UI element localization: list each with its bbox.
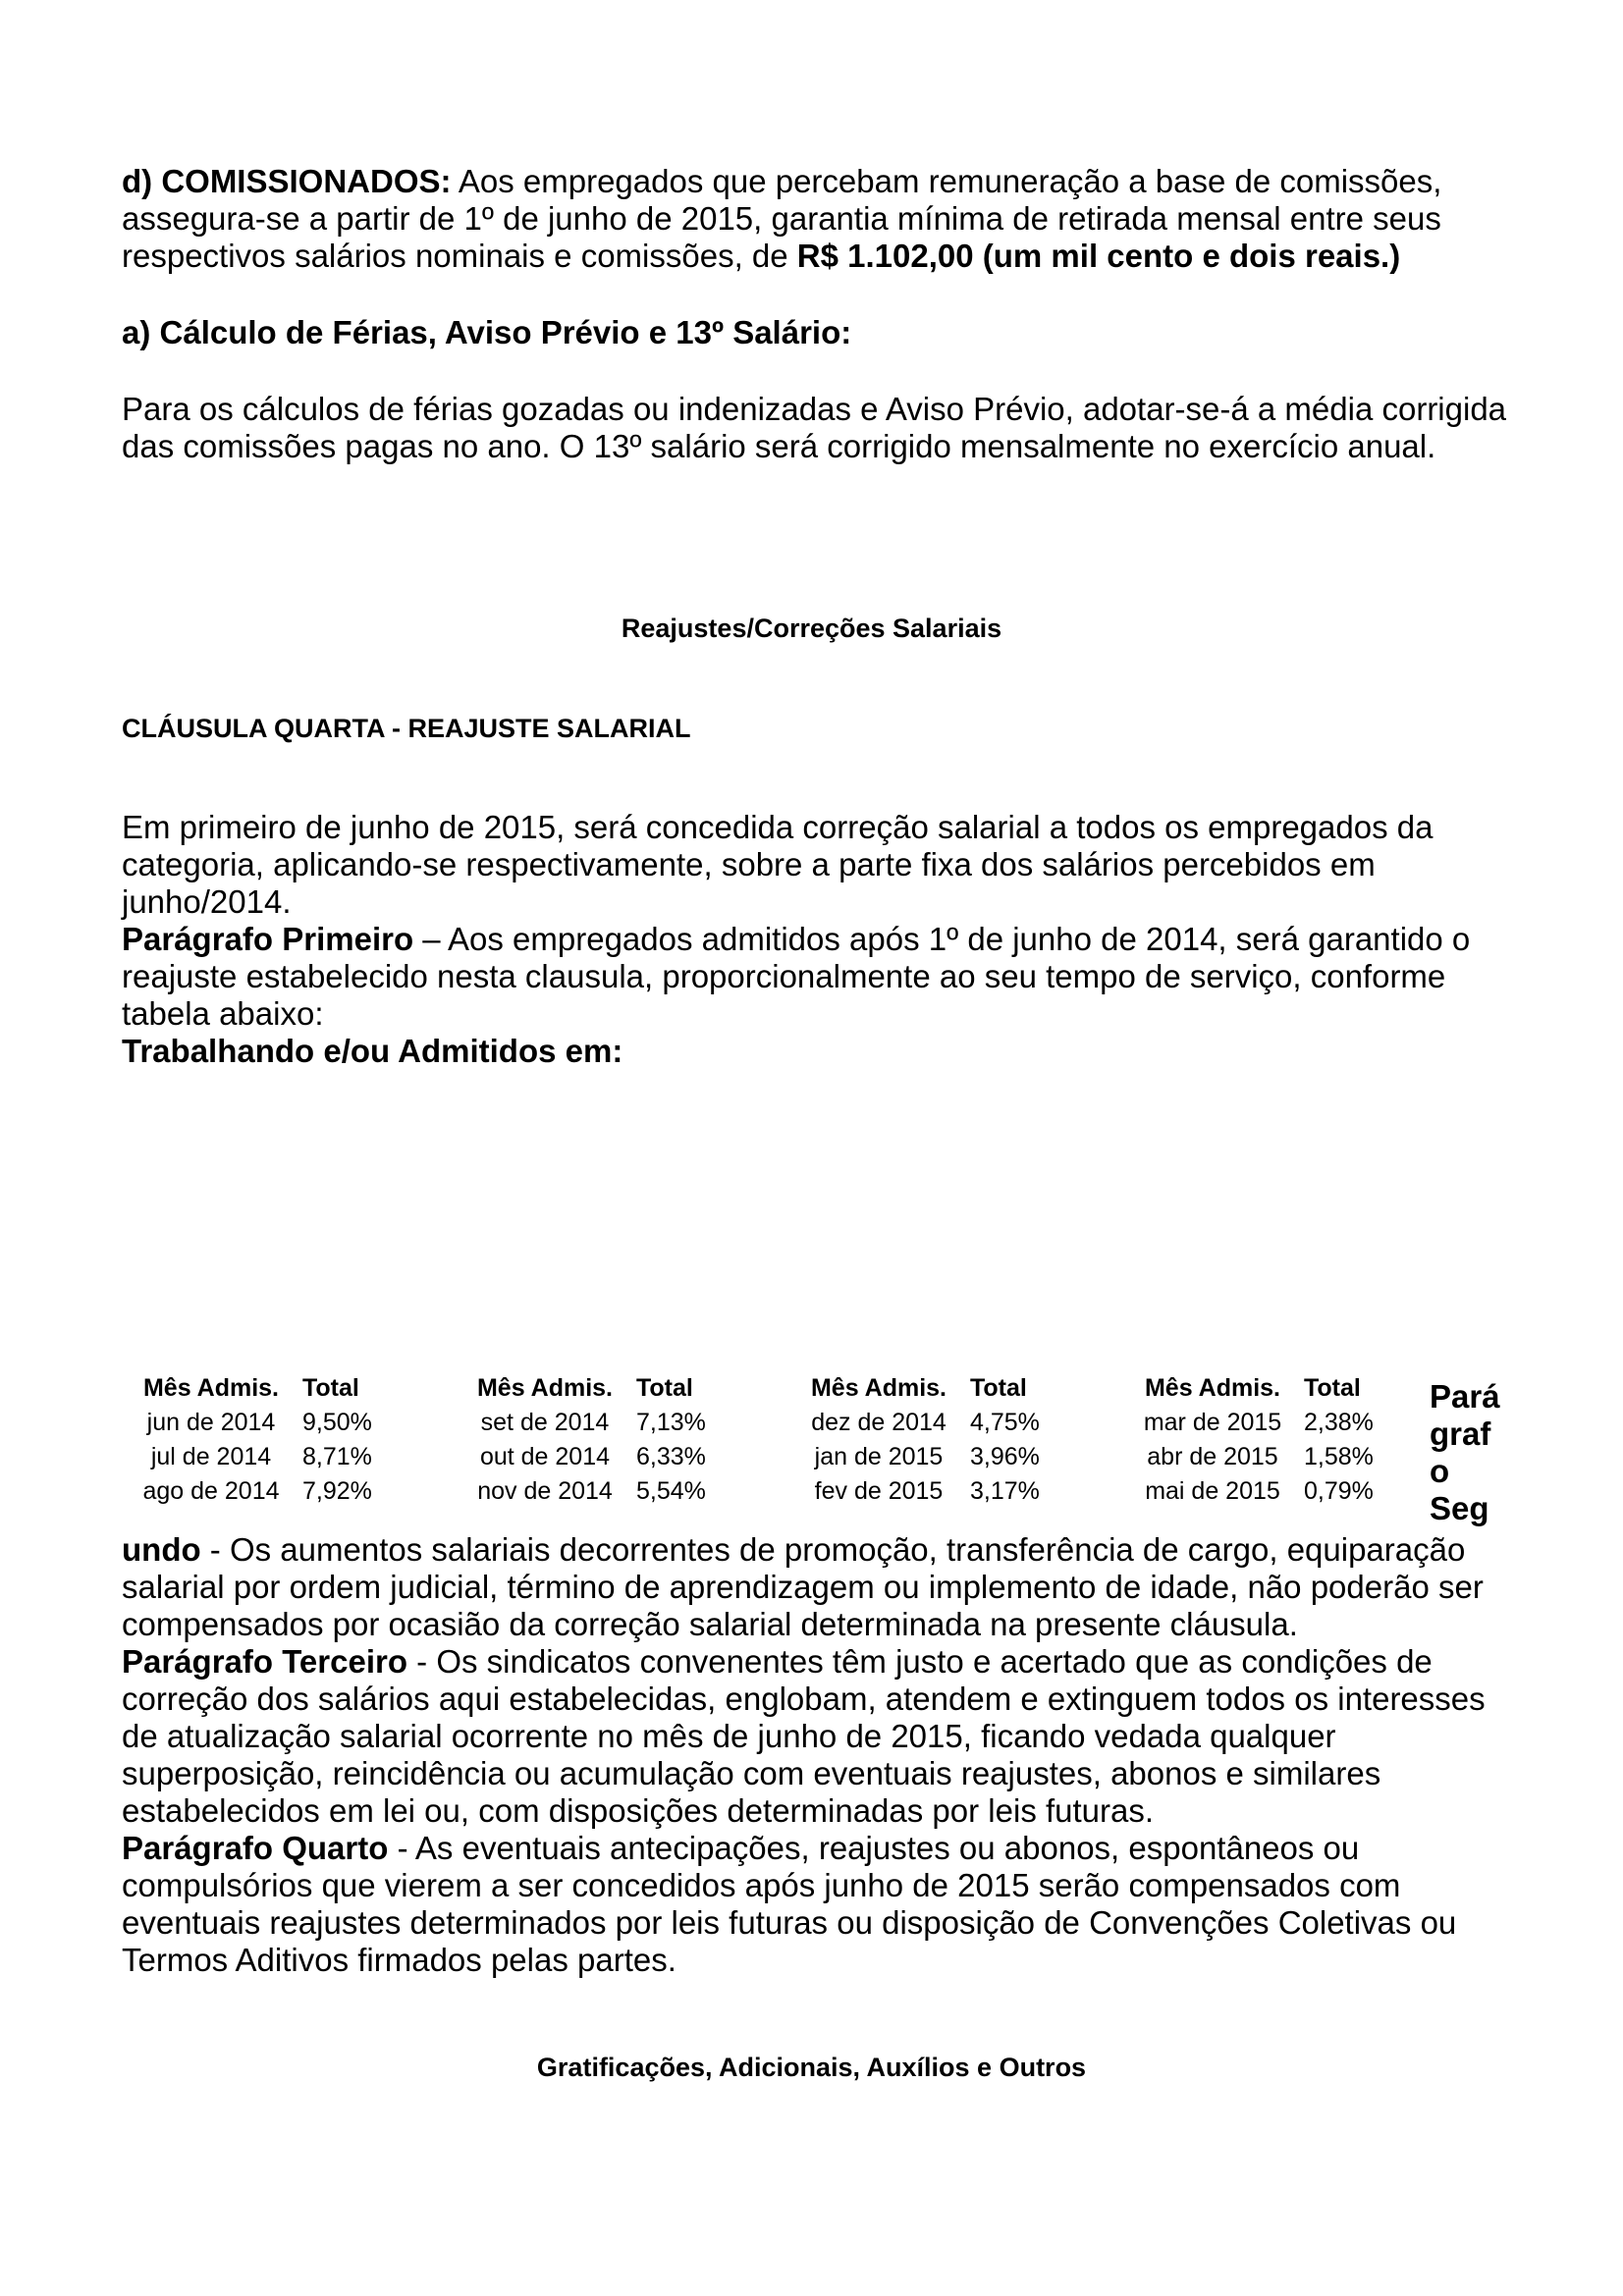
section-d-text: Aos empregados que percebam remuneração a base de comissões, assegura-se a partir de 1º de junho de 2015, garantia mínima de retirada mensal entre seus respectivos salários nominais e comissões, de [122, 163, 1442, 274]
section-a-heading-block [122, 314, 1526, 351]
table-cell: dez de 2014 [811, 1409, 947, 1436]
section-title: Reajustes/Correções Salariais [621, 614, 1002, 643]
table-cell: jun de 2014 [146, 1409, 276, 1436]
table-heading: Trabalhando e/ou Admitidos em: [122, 1033, 623, 1069]
label-fragment: o [1430, 1453, 1450, 1489]
table-cell: 1,58% [1304, 1443, 1374, 1470]
header-total: Total [1304, 1374, 1361, 1402]
section-d-amount: R$ 1.102,00 (um mil cento e dois reais.) [796, 238, 1401, 274]
table-cell: 7,92% [302, 1477, 372, 1505]
paragraph-primeiro-label: Parágrafo Primeiro [122, 921, 414, 957]
paragraph-quarto [122, 1830, 1526, 1979]
label-fragment: graf [1430, 1415, 1491, 1452]
table-row [124, 1440, 1459, 1474]
table-cell: jan de 2015 [814, 1443, 944, 1470]
paragraph-segundo-text: - Os aumentos salariais decorrentes de promoção, transferência de cargo, equiparação salarial por ordem judicial, término de aprendizagem ou implemento de idade, não poderão ser compensados por ocasião da correção salarial determinada na presente cláusula. [122, 1531, 1484, 1642]
table-cell: jul de 2014 [150, 1443, 272, 1470]
section-d-paragraph [122, 163, 1526, 275]
section-a-text: Para os cálculos de férias gozadas ou indenizadas e Aviso Prévio, adotar-se-á a média corrigida das comissões pagas no ano. O 13º salário será corrigido mensalmente no exercício anual. [122, 391, 1507, 464]
table-cell: mar de 2015 [1143, 1409, 1282, 1436]
table-cell: 3,96% [970, 1443, 1040, 1470]
table-cell: 0,79% [1304, 1477, 1374, 1505]
table-cell: 7,13% [636, 1409, 706, 1436]
table-cell: out de 2014 [479, 1443, 611, 1470]
section-a-heading: a) Cálculo de Férias, Aviso Prévio e 13º Salário: [122, 314, 852, 350]
table-cell: 2,38% [1304, 1409, 1374, 1436]
label-fragment: Pará [1430, 1378, 1500, 1415]
header-total: Total [636, 1374, 693, 1402]
paragraph-quarto-label: Parágrafo Quarto [122, 1830, 389, 1866]
table-row [124, 1474, 1459, 1509]
table-cell: nov de 2014 [477, 1477, 613, 1505]
paragraph-primeiro [122, 921, 1526, 1033]
table-cell: 9,50% [302, 1409, 372, 1436]
table-cell: ago de 2014 [142, 1477, 280, 1505]
header-total: Total [970, 1374, 1027, 1402]
section-a-paragraph [122, 391, 1526, 465]
table-cell: mai de 2015 [1145, 1477, 1280, 1505]
section-d-label: d) COMISSIONADOS: [122, 163, 452, 199]
table-cell: set de 2014 [480, 1409, 610, 1436]
readjustment-table [124, 1371, 1459, 1509]
paragraph-segundo-label-tail: undo [122, 1531, 201, 1568]
paragraphs-block [122, 1531, 1526, 1979]
paragraph-segundo [122, 1531, 1526, 1643]
table-cell: 3,17% [970, 1477, 1040, 1505]
paragraph-terceiro [122, 1643, 1526, 1830]
table-cell: abr de 2015 [1147, 1443, 1278, 1470]
table-row [124, 1406, 1459, 1440]
label-fragment: Seg [1430, 1490, 1489, 1526]
clause-body [122, 809, 1526, 1070]
header-month: Mês Admis. [810, 1374, 947, 1402]
header-total: Total [302, 1374, 359, 1402]
paragraph-segundo-label-side [1430, 1378, 1508, 1527]
header-month: Mês Admis. [476, 1374, 613, 1402]
paragraph-terceiro-label: Parágrafo Terceiro [122, 1643, 408, 1680]
table-cell: 4,75% [970, 1409, 1040, 1436]
footer-section-title: Gratificações, Adicionais, Auxílios e Outros [536, 2053, 1087, 2082]
table-header-row [124, 1371, 1459, 1406]
clause-intro: Em primeiro de junho de 2015, será concedida correção salarial a todos os empregados da categoria, aplicando-se respectivamente, sobre a parte fixa dos salários percebidos em junho/2014. [122, 809, 1434, 920]
header-month: Mês Admis. [1144, 1374, 1280, 1402]
table-cell: fev de 2015 [814, 1477, 944, 1505]
table-cell: 6,33% [636, 1443, 706, 1470]
table-cell: 5,54% [636, 1477, 706, 1505]
header-month: Mês Admis. [142, 1374, 279, 1402]
paragraph-terceiro-text: - Os sindicatos convenentes têm justo e acertado que as condições de correção dos salários aqui estabelecidas, englobam, atendem e extinguem todos os interesses de atualização salarial ocorrente no mês de junho de 2015, ficando vedada qualquer superposição, reincidência ou acumulação com eventuais reajustes, abonos e similares estabelecidos em lei ou, com disposições determinadas por leis futuras. [122, 1643, 1486, 1829]
paragraph-primeiro-text: – Aos empregados admitidos após 1º de junho de 2014, será garantido o reajuste estabelecido nesta clausula, proporcionalmente ao seu tempo de serviço, conforme tabela abaixo: [122, 921, 1471, 1032]
paragraph-quarto-text: - As eventuais antecipações, reajustes ou abonos, espontâneos ou compulsórios que vierem a ser concedidos após junho de 2015 serão compensados com eventuais reajustes determinados por leis futuras ou disposição de Convenções Coletivas ou Termos Aditivos firmados pelas partes. [122, 1830, 1457, 1978]
clause-title: CLÁUSULA QUARTA - REAJUSTE SALARIAL [122, 714, 691, 743]
table-cell: 8,71% [302, 1443, 372, 1470]
